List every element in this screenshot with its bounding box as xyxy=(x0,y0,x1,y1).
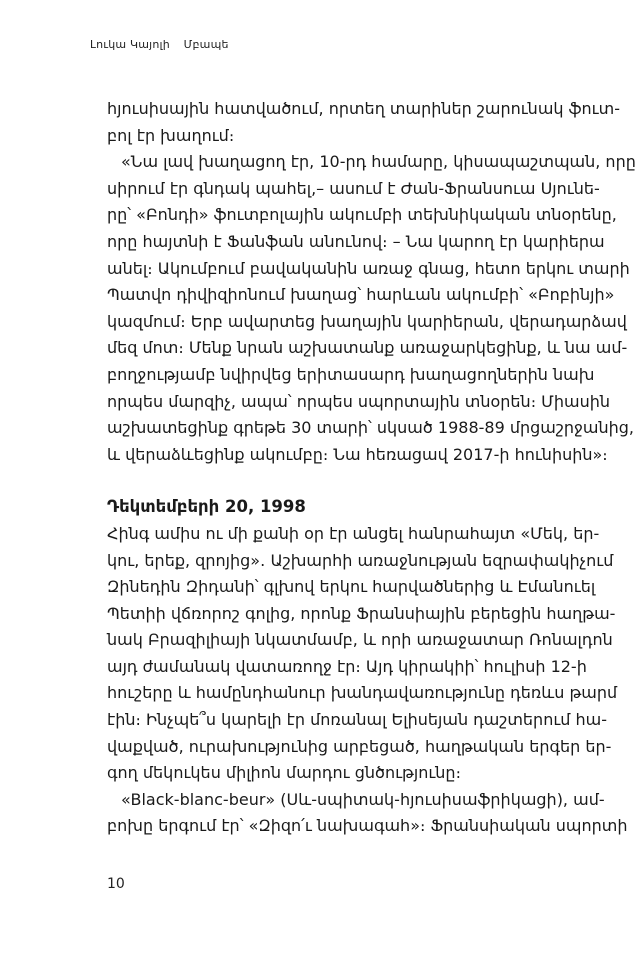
paragraph xyxy=(107,787,628,840)
text-line: Պետիի վճռորոշ գոլից, որոնք Ֆրանսիային բերեցին հաղթա- xyxy=(107,603,616,623)
text-line: Հինգ ամիս ու մի քանի օր էր անցել հանրահայտ «Մեկ, եր- xyxy=(107,523,600,543)
text-line: աշխատեցինք գրեթե 30 տարի՝ սկսած 1988-89 մրցաշրջանից, xyxy=(107,418,635,438)
paragraph xyxy=(107,149,636,468)
text-line: բոխը երգում էր՝ «Զիզո՛ւ նախագահ»։ Ֆրանսիական սպորտի xyxy=(107,816,628,836)
text-line: գող մեկուկես միլիոն մարդու ցնծությունը։ xyxy=(107,763,461,783)
text-line: հյուսիսային հատվածում, որտեղ տարիներ շարունակ ֆուտ- xyxy=(107,99,620,118)
text-line: սիրում էր գնդակ պահել,– ասում է Ժան-Ֆրանսուա Սյունե- xyxy=(107,178,600,198)
text-line: վաքված, ուրախությունից արբեցած, հաղթական երգեր եր- xyxy=(107,736,612,756)
text-line: էին։ Ինչպե՞ս կարելի էր մոռանալ Ելիսեյան դաշտերում հա- xyxy=(107,710,608,730)
text-line: այդ ժամանակ վատառողջ էր։ Այդ կիրակիի՝ հուլիսի 12-ի xyxy=(107,656,587,676)
text-line: կազմում։ Երբ ավարտեց խաղային կարիերան, վերադարձավ xyxy=(107,311,627,331)
text-line: անել։ Ակումբում բավականին առաջ գնաց, հետո երկու տարի xyxy=(107,258,630,278)
text-line: որպես մարզիչ, ապա՝ որպես սպորտային տնօրեն։ Միասին xyxy=(107,391,610,411)
text-line: րը՝ «Բոնդի» ֆուտբոլային ակումբի տեխնիկական տնօրենը, xyxy=(107,205,617,225)
running-head-author: Լուկա Կայոլի xyxy=(90,38,170,51)
paragraph xyxy=(107,521,618,787)
text-line: բոլ էր խաղում։ xyxy=(107,125,235,145)
text-line: «Նա լավ խաղացող էր, 10-րդ համարը, կիսապաշտպան, որը xyxy=(121,152,636,172)
text-line: հուշերը և համընդհանուր խանդավառությունը դեռևս թարմ xyxy=(107,683,618,703)
running-head xyxy=(90,38,229,51)
text-line: և վերաձևեցինք ակումբը։ Նա հեռացավ 2017-ի հունիսին»։ xyxy=(107,444,608,464)
text-line: կու, երեք, զրոյից»․ Աշխարհի առաջնության եզրափակիչում xyxy=(107,550,614,570)
text-line: Զինեդին Զիդանի՝ գլխով երկու հարվածներից և Էմանուել xyxy=(107,577,596,597)
paragraph xyxy=(107,96,620,149)
text-line: Պատվո դիվիզիոնում խաղաց՝ հարևան ակումբի՝ «Բոբինյի» xyxy=(107,285,615,305)
text-line: «Black-blanc-beur» (Սև-սպիտակ-հյուսիսաֆրիկացի), ամ- xyxy=(121,789,605,809)
text-line: որը հայտնի է Ֆանֆան անունով։ – Նա կարող էր կարիերա xyxy=(107,231,605,251)
body-text xyxy=(107,96,636,840)
text-line: մեզ մոտ։ Մենք նրան աշխատանք առաջարկեցինք, և նա ամ- xyxy=(107,338,628,358)
section-heading: Դեկտեմբերի 20, 1998 xyxy=(107,497,306,517)
page-number: 10 xyxy=(107,876,125,892)
running-head-title: Մբապե xyxy=(183,38,229,51)
text-line: բողջությամբ նվիրվեց երիտասարդ խաղացողներին նախ xyxy=(107,364,595,384)
text-line: նակ Բրազիլիայի նկատմամբ, և որի առաջատար Ռոնալդոն xyxy=(107,630,613,650)
